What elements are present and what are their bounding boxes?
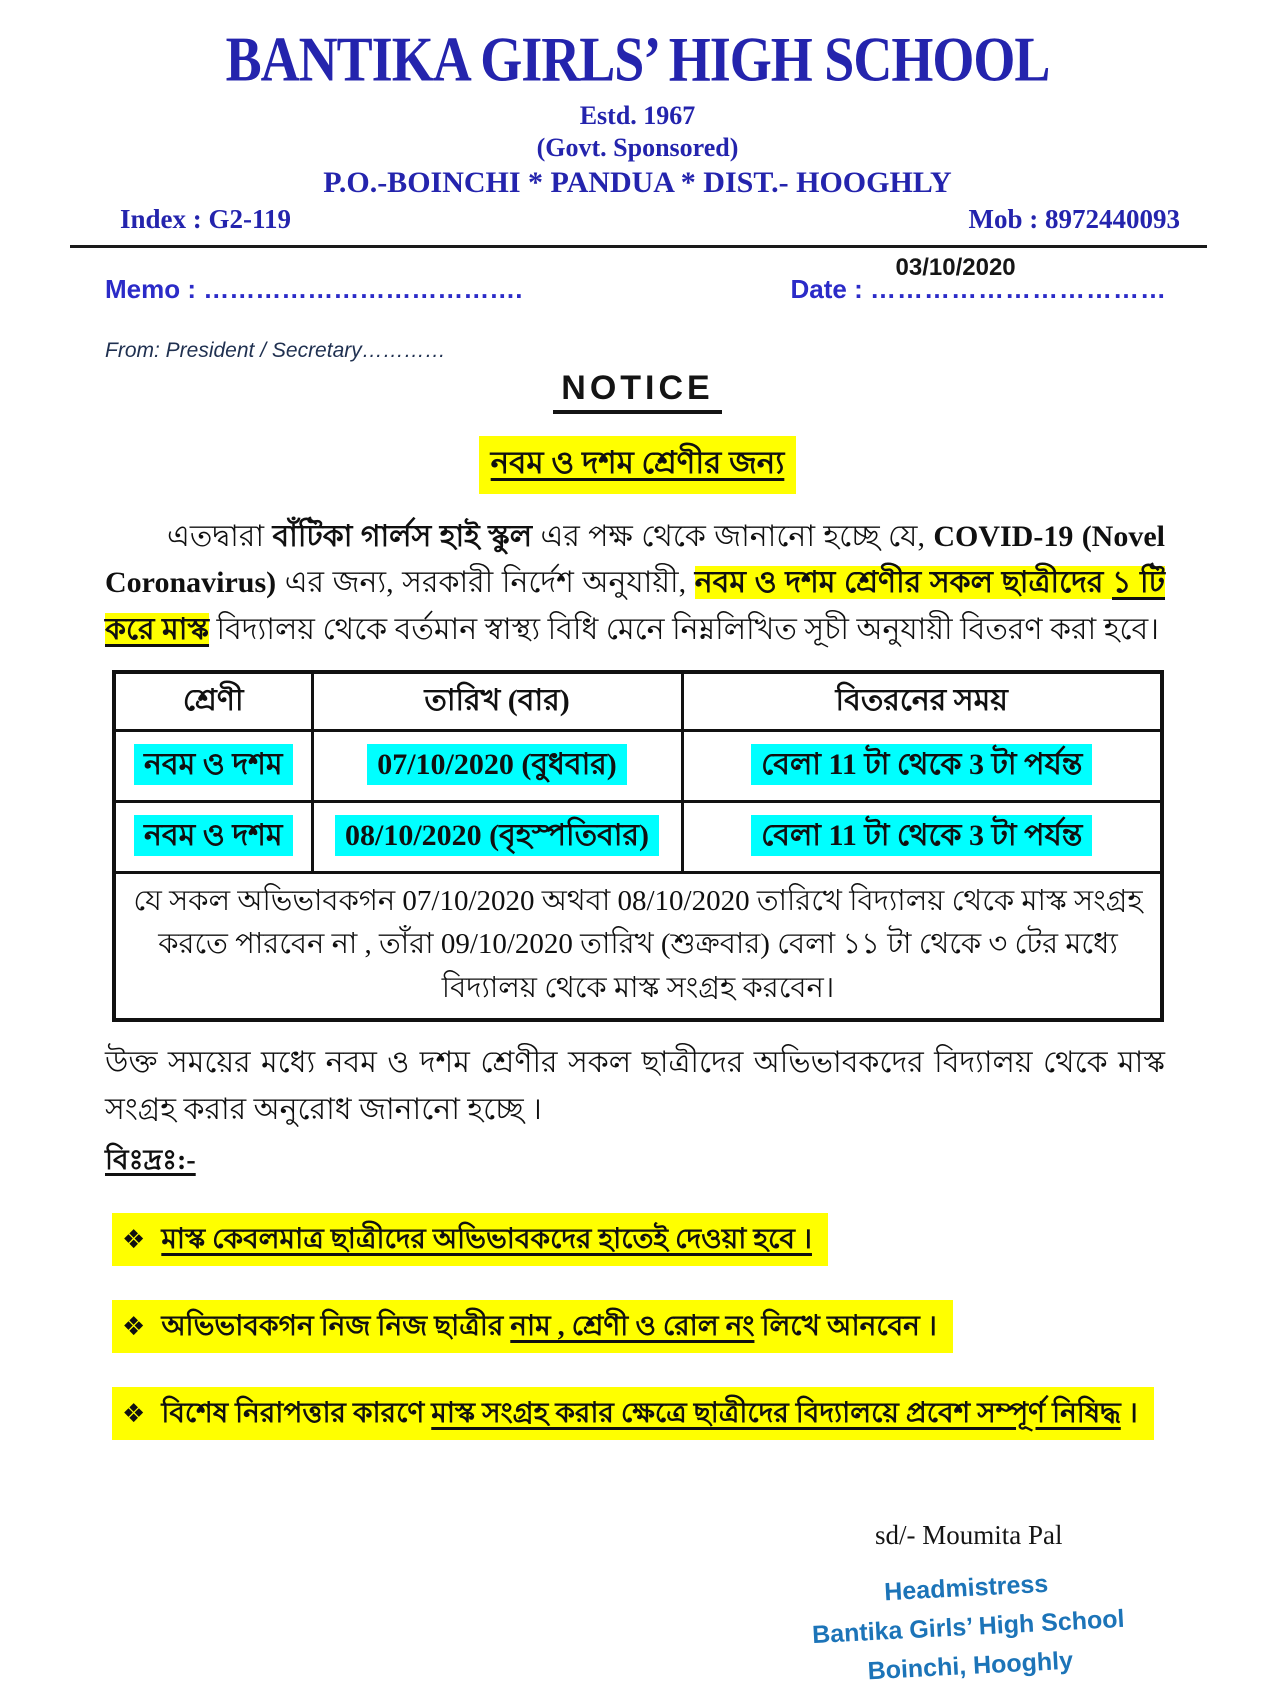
subject-heading: নবম ও দশম শ্রেণীর জন্য bbox=[479, 436, 797, 494]
govt-sponsored-line: (Govt. Sponsored) bbox=[536, 132, 739, 162]
signature-sd: sd/- Moumita Pal bbox=[874, 1520, 1063, 1551]
table-note-row bbox=[114, 872, 1162, 1020]
bullet-underlined-text: মাস্ক কেবলমাত্র ছাত্রীদের অভিভাবকদের হাতেই দেওয়া হবে । bbox=[161, 1223, 812, 1255]
signature-role: Headmistress bbox=[884, 1570, 1050, 1607]
cell-class bbox=[114, 801, 312, 872]
estd-line: Estd. 1967 bbox=[579, 100, 696, 130]
col-header-class: শ্রেণী bbox=[114, 672, 312, 730]
bullet-text: অভিভাবকগন নিজ নিজ ছাত্রীর bbox=[161, 1310, 511, 1342]
list-item bbox=[112, 1300, 953, 1353]
highlighted-phrase: নবম ও দশম শ্রেণীর সকল ছাত্রীদের bbox=[694, 566, 1112, 600]
highlighted-cell-text: 08/10/2020 (বৃহস্পতিবার) bbox=[335, 815, 659, 856]
table-header-row bbox=[114, 672, 1162, 730]
distribution-schedule-table bbox=[112, 670, 1164, 1022]
para-text: এর পক্ষ থেকে জানানো হচ্ছে যে, bbox=[532, 519, 934, 553]
bullet-text: । bbox=[1120, 1398, 1138, 1430]
header-divider bbox=[70, 245, 1207, 248]
highlighted-cell-text: 07/10/2020 (বুধবার) bbox=[367, 744, 627, 785]
highlighted-underlined-phrase: ১ টি করে মাস্ক bbox=[105, 566, 1165, 647]
para-text: এতদ্বারা bbox=[167, 519, 273, 553]
signature-stamp bbox=[810, 1561, 1128, 1693]
cell-date bbox=[312, 730, 682, 801]
col-header-time: বিতরনের সময় bbox=[682, 672, 1162, 730]
highlighted-cell-text: বেলা 11 টা থেকে 3 টা পর্যন্ত bbox=[751, 815, 1092, 856]
highlighted-cell-text: বেলা 11 টা থেকে 3 টা পর্যন্ত bbox=[751, 744, 1092, 785]
school-name-inline: বাঁটিকা গার্লস হাই স্কুল bbox=[272, 519, 533, 553]
para-text: এর জন্য, সরকারী নির্দেশ অনুযায়ী, bbox=[276, 566, 695, 600]
date-field bbox=[790, 253, 1167, 305]
col-header-date: তারিখ (বার) bbox=[312, 672, 682, 730]
cell-time bbox=[682, 730, 1162, 801]
diamond-bullet-icon: ❖ bbox=[122, 1311, 146, 1342]
bullet-underlined-text: মাস্ক সংগ্রহ করার ক্ষেত্রে ছাত্রীদের বিদ্যালয়ে প্রবেশ সম্পূর্ণ নিষিদ্ধ bbox=[431, 1398, 1121, 1430]
school-name: BANTIKA GIRLS’ HIGH SCHOOL bbox=[225, 23, 1050, 95]
closing-paragraph: উক্ত সময়ের মধ্যে নবম ও দশম শ্রেণীর সকল ছাত্রীদের অভিভাবকদের বিদ্যালয় থেকে মাস্ক সংগ্রহ করার অনুরোধ জানানো হচ্ছে । bbox=[105, 1046, 1165, 1126]
index-mob-row bbox=[120, 204, 1180, 235]
table-row bbox=[114, 730, 1162, 801]
diamond-bullet-icon: ❖ bbox=[122, 1399, 146, 1430]
highlighted-cell-text: নবম ও দশম bbox=[134, 815, 293, 856]
bullet-text: লিখে আনবেন । bbox=[754, 1310, 937, 1342]
cell-class bbox=[114, 730, 312, 801]
table-row bbox=[114, 801, 1162, 872]
signature-school: Bantika Girls’ High School bbox=[811, 1604, 1126, 1650]
letterhead bbox=[0, 0, 1275, 200]
date-label: Date : bbox=[790, 273, 863, 304]
notice-title: NOTICE bbox=[553, 369, 721, 414]
cell-time bbox=[682, 801, 1162, 872]
diamond-bullet-icon: ❖ bbox=[122, 1224, 146, 1255]
date-value: 03/10/2020 bbox=[895, 253, 1016, 281]
nb-label: বিঃদ্রঃ:- bbox=[105, 1144, 196, 1176]
covid-term: COVID-19 (Novel Coronavirus) bbox=[105, 519, 1165, 600]
from-line: From: President / Secretary………… bbox=[105, 338, 446, 362]
bullet-text: বিশেষ নিরাপত্তার কারণে bbox=[161, 1398, 432, 1430]
para-text: বিদ্যালয় থেকে বর্তমান স্বাস্থ্য বিধি মেনে নিম্নলিখিত সূচী অনুযায়ী বিতরণ করা হবে। bbox=[209, 613, 1159, 647]
list-item bbox=[112, 1387, 1154, 1440]
mobile-number: Mob : 8972440093 bbox=[968, 203, 1180, 234]
cell-date bbox=[312, 801, 682, 872]
list-item bbox=[112, 1213, 828, 1266]
memo-date-row bbox=[105, 253, 1167, 305]
table-note: যে সকল অভিভাবকগন 07/10/2020 অথবা 08/10/2020 তারিখে বিদ্যালয় থেকে মাস্ক সংগ্রহ করতে পারবেন না , তাঁরা 09/10/2020 তারিখ (শুক্রবার) বেলা ১১ টা থেকে ৩ টের মধ্যে বিদ্যালয় থেকে মাস্ক সংগ্রহ করবেন। bbox=[114, 872, 1162, 1020]
index-number: Index : G2-119 bbox=[120, 203, 292, 234]
bullet-underlined-text: নাম , শ্রেণী ও রোল নং bbox=[510, 1310, 755, 1342]
highlighted-cell-text: নবম ও দশম bbox=[134, 744, 293, 785]
body-paragraph bbox=[105, 514, 1165, 654]
date-dotted-line: …………………………… bbox=[870, 273, 1167, 304]
memo-field: Memo : ………………………………. bbox=[105, 273, 523, 304]
bullet-list bbox=[112, 1213, 1275, 1441]
signature-block bbox=[812, 1520, 1125, 1685]
address-line: P.O.-BOINCHI * PANDUA * DIST.- HOOGHLY bbox=[323, 165, 952, 199]
signature-place: Boinchi, Hooghly bbox=[867, 1646, 1075, 1686]
